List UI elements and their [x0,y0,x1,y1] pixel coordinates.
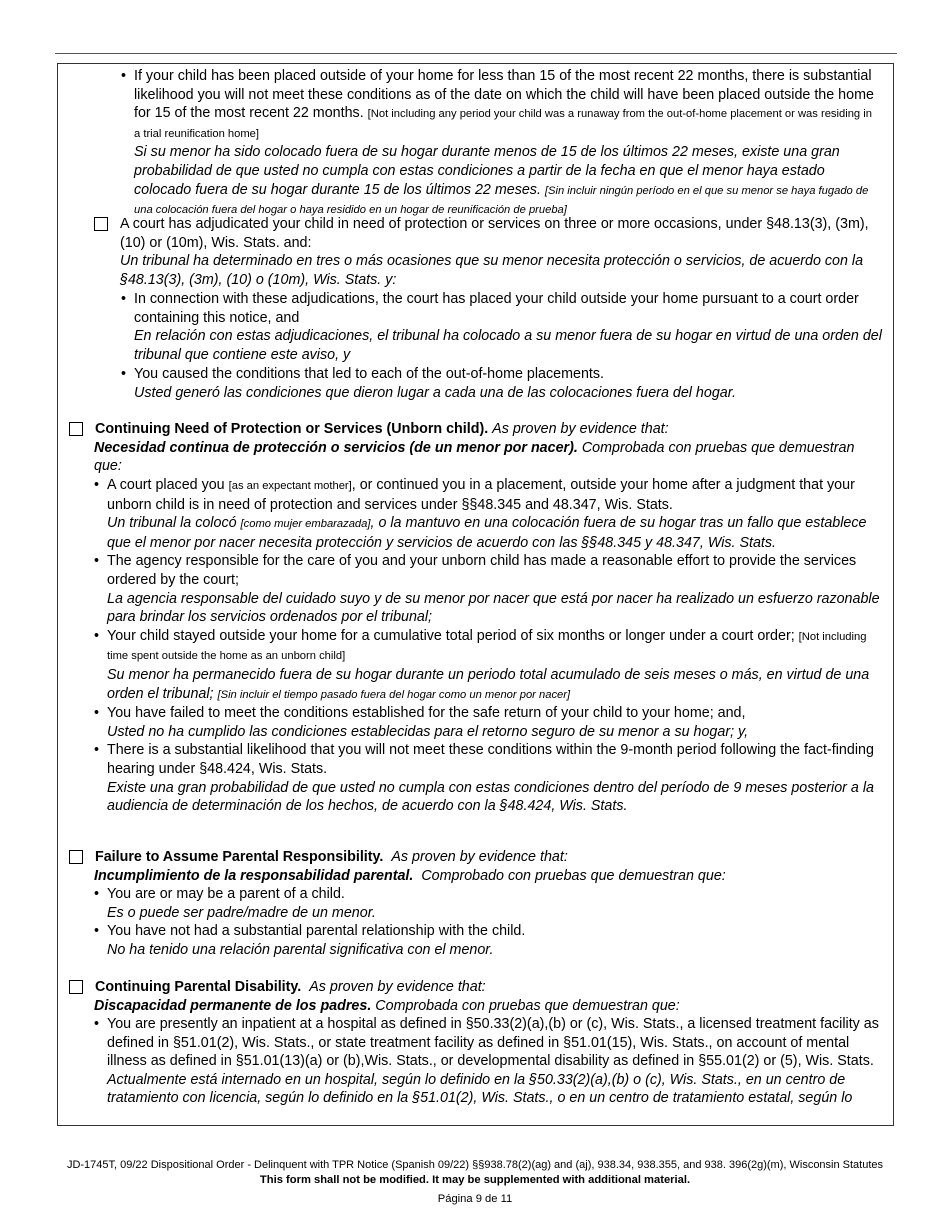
proven-es: Comprobada con pruebas que demuestran que: [375,997,680,1014]
disability-bullets [107,1015,887,1108]
modification-notice: This form shall not be modified. It may be supplemented with additional material. [259,1174,691,1186]
bullet-note-en: [Not including any period your child was a runaway from the out-of-home placement or was residing in a trial reunification home] [134,108,872,140]
bullet-text-en: • There is a substantial likelihood that you will not meet these conditions within the 9-month period following the fact-finding hearing under §48.424, Wis. Stats. [107,742,874,777]
court-adjudicated-checkbox[interactable] [94,217,108,231]
bullet-text-es: No ha tenido una relación parental significativa con el menor. [107,941,494,958]
bullet-text-es: En relación con estas adjudicaciones, el tribunal ha colocado a su menor fuera de su hogar en virtud de una orden del tribunal que contiene este aviso, y [134,328,882,363]
bullet-text-es: Su menor ha permanecido fuera de su hogar durante un periodo total acumulado de seis meses o más, en virtud de una orden el tribunal; [107,666,870,702]
section-title-en: Continuing Parental Disability. [95,979,302,995]
disability-heading [94,978,884,1015]
bullet-text-es: Usted no ha cumplido las condiciones establecidas para el retorno seguro de su menor a su hogar; y, [107,723,749,740]
form-body [57,63,894,1126]
bullet-text-en: • The agency responsible for the care of you and your unborn child has made a reasonable effort to provide the services ordered by the court; [107,553,857,588]
bullet-note-es: [Sin incluir ningún período en el que su menor se haya fugado de una colocación fuera del hogar o haya residido en un hogar de reunificación de prueba] [134,184,869,217]
failure-parental-responsibility-checkbox[interactable] [69,850,83,864]
list-item [107,476,887,552]
bullet-text-es: Existe una gran probabilidad de que usted no cumpla con estas condiciones dentro del período de 9 meses posterior a la audiencia de determinación de los hechos, de acuerdo con la §48.424, Wis. Stats. [107,779,874,815]
bullet-text-en: • You are or may be a parent of a child. [107,886,345,902]
form-id-line: JD-1745T, 09/22 Dispositional Order - Delinquent with TPR Notice (Spanish 09/22) §§938.78(2)(ag) and (aj), 938.34, 938.355, and 938. 396(2g)(m), Wisconsin Statutes [66,1159,884,1171]
bullet-note-es: [como mujer embarazada] [240,518,371,531]
bullet-text-en-cont: , or continued you in a placement, outside your home after a judgment that your unborn child is in need of protection and services under §§48.345 and 48.347, Wis. Stats. [107,477,855,513]
section-title-en: Continuing Need of Protection or Services (Unborn child). [95,421,489,437]
proven-en: As proven by evidence that: [309,979,486,995]
failure-heading [94,848,884,885]
bullet-note-es: [Sin incluir el tiempo pasado fuera del hogar como un menor por nacer] [217,688,571,701]
section-title-es: Discapacidad permanente de los padres. [94,997,372,1014]
failure-bullets [107,885,887,959]
bullet-text-en: • You have failed to meet the conditions established for the safe return of your child to your home; and, [107,705,746,722]
bullet-text-es: Si su menor ha sido colocado fuera de su hogar durante menos de 15 de los últimos 22 meses, existe una gran probabilidad de que usted no cumpla con estas condiciones a partir de la fecha en que el menor haya estado colocado fuera de su hogar durante 15 de los últimos 22 meses. [134,144,840,198]
court-adjudicated-es: Un tribunal ha determinado en tres o más ocasiones que su menor necesita protección o servicios, de acuerdo con la §48.13(3), (3m), (10) o (10m), Wis. Stats. y: [120,253,864,288]
unborn-child-checkbox[interactable] [69,422,83,436]
section-title-es: Incumplimiento de la responsabilidad parental. [94,867,414,884]
unborn-child-heading [94,420,884,476]
proven-en: As proven by evidence that: [492,421,669,437]
header-rule [55,53,897,54]
court-adjudicated-en: A court has adjudicated your child in need of protection or services on three or more occasions, under §48.13(3), (3m), (10) or (10m), Wis. Stats. and: [120,216,869,251]
list-item [134,67,879,220]
bullet-text-en: If your child has been placed outside of your home for less than 15 of the most recent 22 months, there is substantial likelihood you will not meet these conditions as of the date on which the child will have been placed outside the home for 15 of the most recent 22 months. [134,68,874,122]
proven-es: Comprobado con pruebas que demuestran que: [421,867,726,884]
proven-en: As proven by evidence that: [391,849,568,865]
bullet-text-en: A court placed you [107,477,225,493]
bullet-text-es: Un tribunal la colocó [107,515,237,532]
bullet-note-en: [as an expectant mother] [228,480,352,492]
list-item [107,552,887,626]
unborn-child-bullets [107,476,887,816]
bullet-text-en: • In connection with these adjudications, the court has placed your child outside your home pursuant to a court order containing this notice, and [134,291,859,326]
section-title-en: Failure to Assume Parental Responsibility. [95,849,384,865]
list-item [107,922,887,959]
bullet-text-en: • You caused the conditions that led to each of the out-of-home placements. [134,366,604,382]
bullet-text-es: Actualmente está internado en un hospital, según lo definido en la §50.33(2)(a),(b) o (c), Wis. Stats., en un centro de tratamiento con licencia, según lo definido en la §51.01(2), Wis. Stats., o en un centro de tratamiento estatal, según lo [107,1071,853,1107]
bullet-text-en: • You have not had a substantial parental relationship with the child. [107,923,526,940]
list-item [134,365,882,402]
list-item [107,741,887,815]
continuing-disability-checkbox[interactable] [69,980,83,994]
bullet-text-es: Es o puede ser padre/madre de un menor. [107,904,376,921]
list-item [107,627,887,704]
bullet-text-en: • You are presently an inpatient at a hospital as defined in §50.33(2)(a),(b) or (c), Wis. Stats., a licensed treatment facility as defined in §51.01(2), Wis. Stats., or state treatment facility as defined in §51.01(15), Wis. Stats., on account of mental illness as defined in §51.01(13)(a) or (b),Wis. Stats., or developmental disability as defined in §55.01(2) or (5), Wis. Stats. [107,1016,879,1070]
bullet-text-es: Usted generó las condiciones que dieron lugar a cada una de las colocaciones fuera del hogar. [134,384,736,401]
bullet-note-en: [Not including time spent outside the home as an unborn child] [107,630,867,663]
bullet-text-en: Your child stayed outside your home for a cumulative total period of six months or longer under a court order; [107,627,795,644]
list-item [107,885,887,922]
proven-es: Comprobada con pruebas que demuestran que: [94,439,855,475]
list-item [134,290,882,364]
list-item [107,1015,887,1108]
court-adjudicated-clause [120,215,885,289]
list-item [107,704,887,741]
page-number: Página 9 de 11 [437,1193,513,1205]
bullet-text-es-cont: , o la mantuvo en una colocación fuera de su hogar tras un fallo que establece que el menor por nacer necesita protección y servicios de acuerdo con las §§48.345 y 48.347, Wis. Stats. [107,515,867,551]
bullet-text-es: La agencia responsable del cuidado suyo y de su menor por nacer que está por nacer ha realizado un esfuerzo razonable para brindar los servicios ordenados por el tribunal; [107,590,880,626]
section-title-es: Necesidad continua de protección o servicios (de un menor por nacer). [94,439,578,456]
